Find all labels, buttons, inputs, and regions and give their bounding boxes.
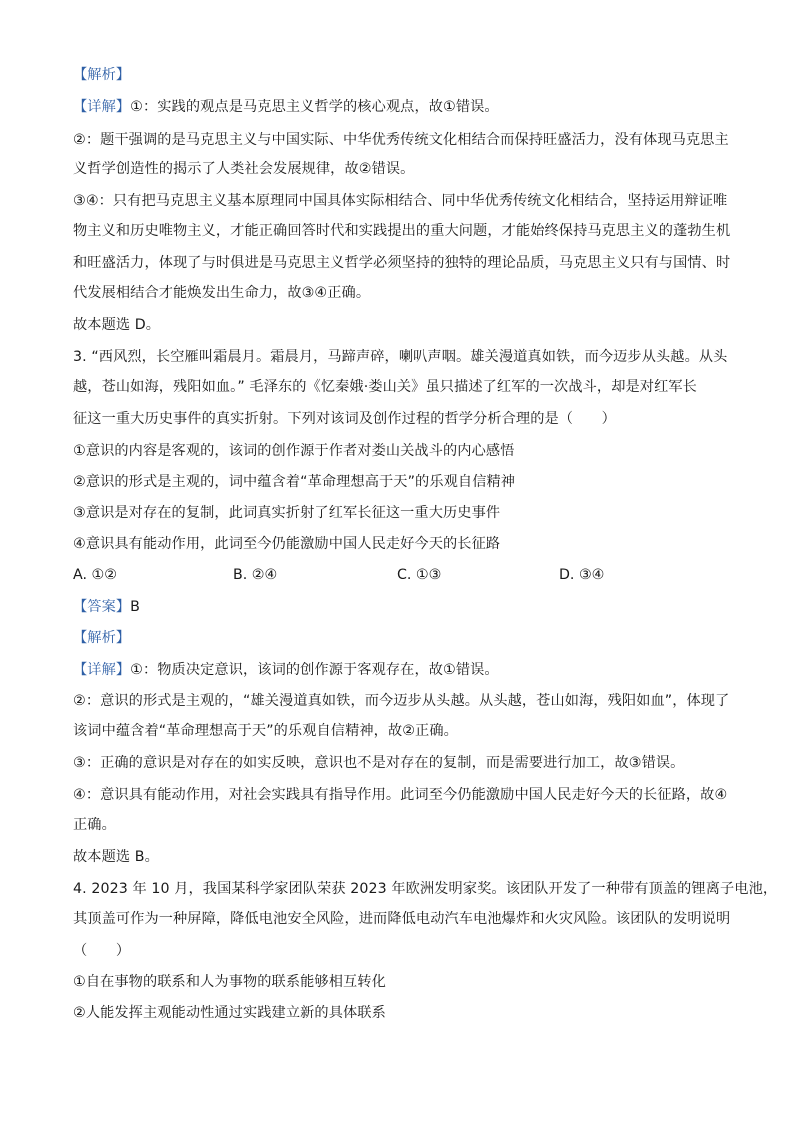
q4-stem-line-3: （ ） — [73, 943, 131, 959]
q3-stem-line-3: 征这一重大历史事件的真实折射。下列对该词及创作过程的哲学分析合理的是（ ） — [73, 411, 616, 427]
q4-stem-line-2: 其顶盖可作为一种屏障，降低电池安全风险，进而降低电动汽车电池爆炸和火灾风险。该团队的发明说明 — [73, 911, 731, 927]
q3-analysis-line-3: 该词中蕴含着“革命理想高于天”的乐观自信精神，故②正确。 — [73, 723, 458, 739]
q3-analysis-line-1 — [73, 660, 733, 680]
q3-statement-3: ③意识是对存在的复制，此词真实折射了红军长征这一重大历史事件 — [73, 505, 501, 521]
answer-label: 【答案】 — [73, 599, 131, 615]
jiexi-label: 【解析】 — [73, 67, 131, 83]
q3-analysis-text: ①：物质决定意识，该词的创作源于客观存在，故①错误。 — [130, 662, 499, 678]
q3-conclusion: 故本题选 B。 — [73, 849, 159, 865]
q3-answer: B — [130, 599, 140, 615]
q3-answer-line — [73, 597, 733, 617]
q3-xiangjie-label: 【详解】 — [73, 662, 131, 678]
q3-analysis-line-2: ②：意识的形式是主观的，“雄关漫道真如铁，而今迈步从头越。从头越，苍山如海，残阳如血”，体现了 — [73, 693, 730, 709]
q2-analysis-line-5: 物主义和历史唯物主义，才能正确回答时代和实践提出的重大问题，才能始终保持马克思主义的蓬勃生机 — [73, 223, 731, 239]
q2-analysis-line-3: 义哲学创造性的揭示了人类社会发展规律，故②错误。 — [73, 161, 415, 177]
q3-option-a: A. ①② — [73, 567, 117, 583]
q3-option-d: D. ③④ — [559, 567, 605, 583]
q3-jiexi-label: 【解析】 — [73, 630, 131, 646]
q4-statement-2: ②人能发挥主观能动性通过实践建立新的具体联系 — [73, 1005, 386, 1021]
q3-stem-line-2: 越，苍山如海，残阳如血。” 毛泽东的《忆秦娥·娄山关》虽只描述了红军的一次战斗，却是对红军长 — [73, 379, 697, 395]
xiangjie-label: 【详解】 — [73, 99, 131, 115]
q2-analysis-line-6: 和旺盛活力，体现了与时俱进是马克思主义哲学必须坚持的独特的理论品质，马克思主义只有与国情、时 — [73, 255, 731, 271]
q2-analysis-line-1 — [73, 97, 733, 117]
q3-statement-2: ②意识的形式是主观的，词中蕴含着“革命理想高于天”的乐观自信精神 — [73, 474, 516, 490]
q3-option-b: B. ②④ — [233, 567, 278, 583]
q2-analysis-line-2: ②：题干强调的是马克思主义与中国实际、中华优秀传统文化相结合而保持旺盛活力，没有体现马克思主 — [73, 132, 729, 148]
q3-analysis-line-4: ③：正确的意识是对存在的如实反映，意识也不是对存在的复制，而是需要进行加工，故③错误。 — [73, 755, 685, 771]
q4-stem-line-1: 4. 2023 年 10 月，我国某科学家团队荣获 2023 年欧洲发明家奖。该团队开发了一种带有顶盖的锂离子电池， — [73, 881, 778, 897]
q3-statement-1: ①意识的内容是客观的，该词的创作源于作者对娄山关战斗的内心感悟 — [73, 443, 515, 459]
q3-option-c: C. ①③ — [397, 567, 442, 583]
q4-statement-1: ①自在事物的联系和人为事物的联系能够相互转化 — [73, 974, 386, 990]
q2-analysis-line-4: ③④：只有把马克思主义基本原理同中国具体实际相结合、同中华优秀传统文化相结合，坚持运用辩证唯 — [73, 193, 728, 209]
q3-statement-4: ④意识具有能动作用，此词至今仍能激励中国人民走好今天的长征路 — [73, 536, 501, 552]
q3-stem-line-1: 3. “西风烈，长空雁叫霜晨月。霜晨月，马蹄声碎，喇叭声咽。雄关漫道真如铁，而今迈步从头越。从头 — [73, 349, 728, 365]
q2-analysis-line-7: 代发展相结合才能焕发出生命力，故③④正确。 — [73, 285, 371, 301]
q2-conclusion: 故本题选 D。 — [73, 317, 161, 333]
q3-analysis-line-6: 正确。 — [73, 817, 116, 833]
q3-analysis-line-5: ④：意识具有能动作用，对社会实践具有指导作用。此词至今仍能激励中国人民走好今天的长征路，故④ — [73, 787, 728, 803]
q2-analysis-text: ①：实践的观点是马克思主义哲学的核心观点，故①错误。 — [130, 99, 499, 115]
